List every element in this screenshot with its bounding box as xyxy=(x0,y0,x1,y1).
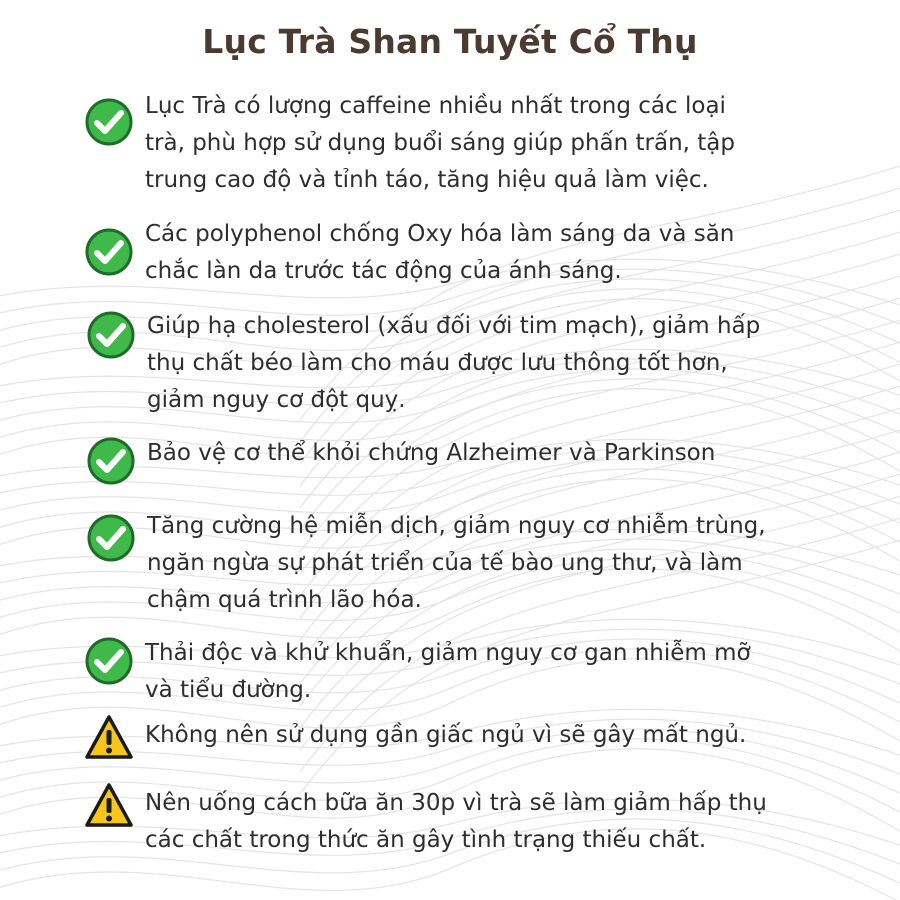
page-title: Lục Trà Shan Tuyết Cổ Thụ xyxy=(202,22,698,61)
item-line: giảm nguy cơ đột quỵ. xyxy=(147,387,406,413)
check-circle-icon xyxy=(86,310,136,360)
warning-triangle-icon xyxy=(84,713,134,763)
check-circle-icon xyxy=(86,436,136,486)
item-line: chắc làn da trước tác động của ánh sáng. xyxy=(145,258,622,284)
check-circle-icon xyxy=(84,636,134,686)
check-circle-icon xyxy=(84,227,134,277)
item-line: Lục Trà có lượng caffeine nhiều nhất trong các loại xyxy=(145,93,726,119)
item-line: Không nên sử dụng gần giấc ngủ vì sẽ gây mất ngủ. xyxy=(145,722,747,748)
item-line: chậm quá trình lão hóa. xyxy=(147,587,422,613)
check-circle-icon xyxy=(84,97,134,147)
item-line: Nên uống cách bữa ăn 30p vì trà sẽ làm giảm hấp thụ xyxy=(145,790,767,816)
item-line: các chất trong thức ăn gây tình trạng thiếu chất. xyxy=(145,827,707,853)
warning-triangle-icon xyxy=(84,781,134,831)
item-line: Các polyphenol chống Oxy hóa làm sáng da và săn xyxy=(145,221,735,247)
check-circle-icon xyxy=(86,513,136,563)
item-line: Thải độc và khử khuẩn, giảm nguy cơ gan nhiễm mỡ xyxy=(145,640,751,666)
item-line: và tiểu đường. xyxy=(145,677,312,703)
item-line: Bảo vệ cơ thể khỏi chứng Alzheimer và Parkinson xyxy=(147,440,716,466)
item-line: Tăng cường hệ miễn dịch, giảm nguy cơ nhiễm trùng, xyxy=(147,513,766,539)
item-line: trung cao độ và tỉnh táo, tăng hiệu quả làm việc. xyxy=(145,167,709,193)
item-line: Giúp hạ cholesterol (xấu đối với tim mạch), giảm hấp xyxy=(147,313,761,339)
item-line: ngăn ngừa sự phát triển của tế bào ung thư, và làm xyxy=(147,550,743,576)
item-line: trà, phù hợp sử dụng buổi sáng giúp phấn trấn, tập xyxy=(145,130,735,156)
item-line: thụ chất béo làm cho máu được lưu thông tốt hơn, xyxy=(147,350,728,376)
